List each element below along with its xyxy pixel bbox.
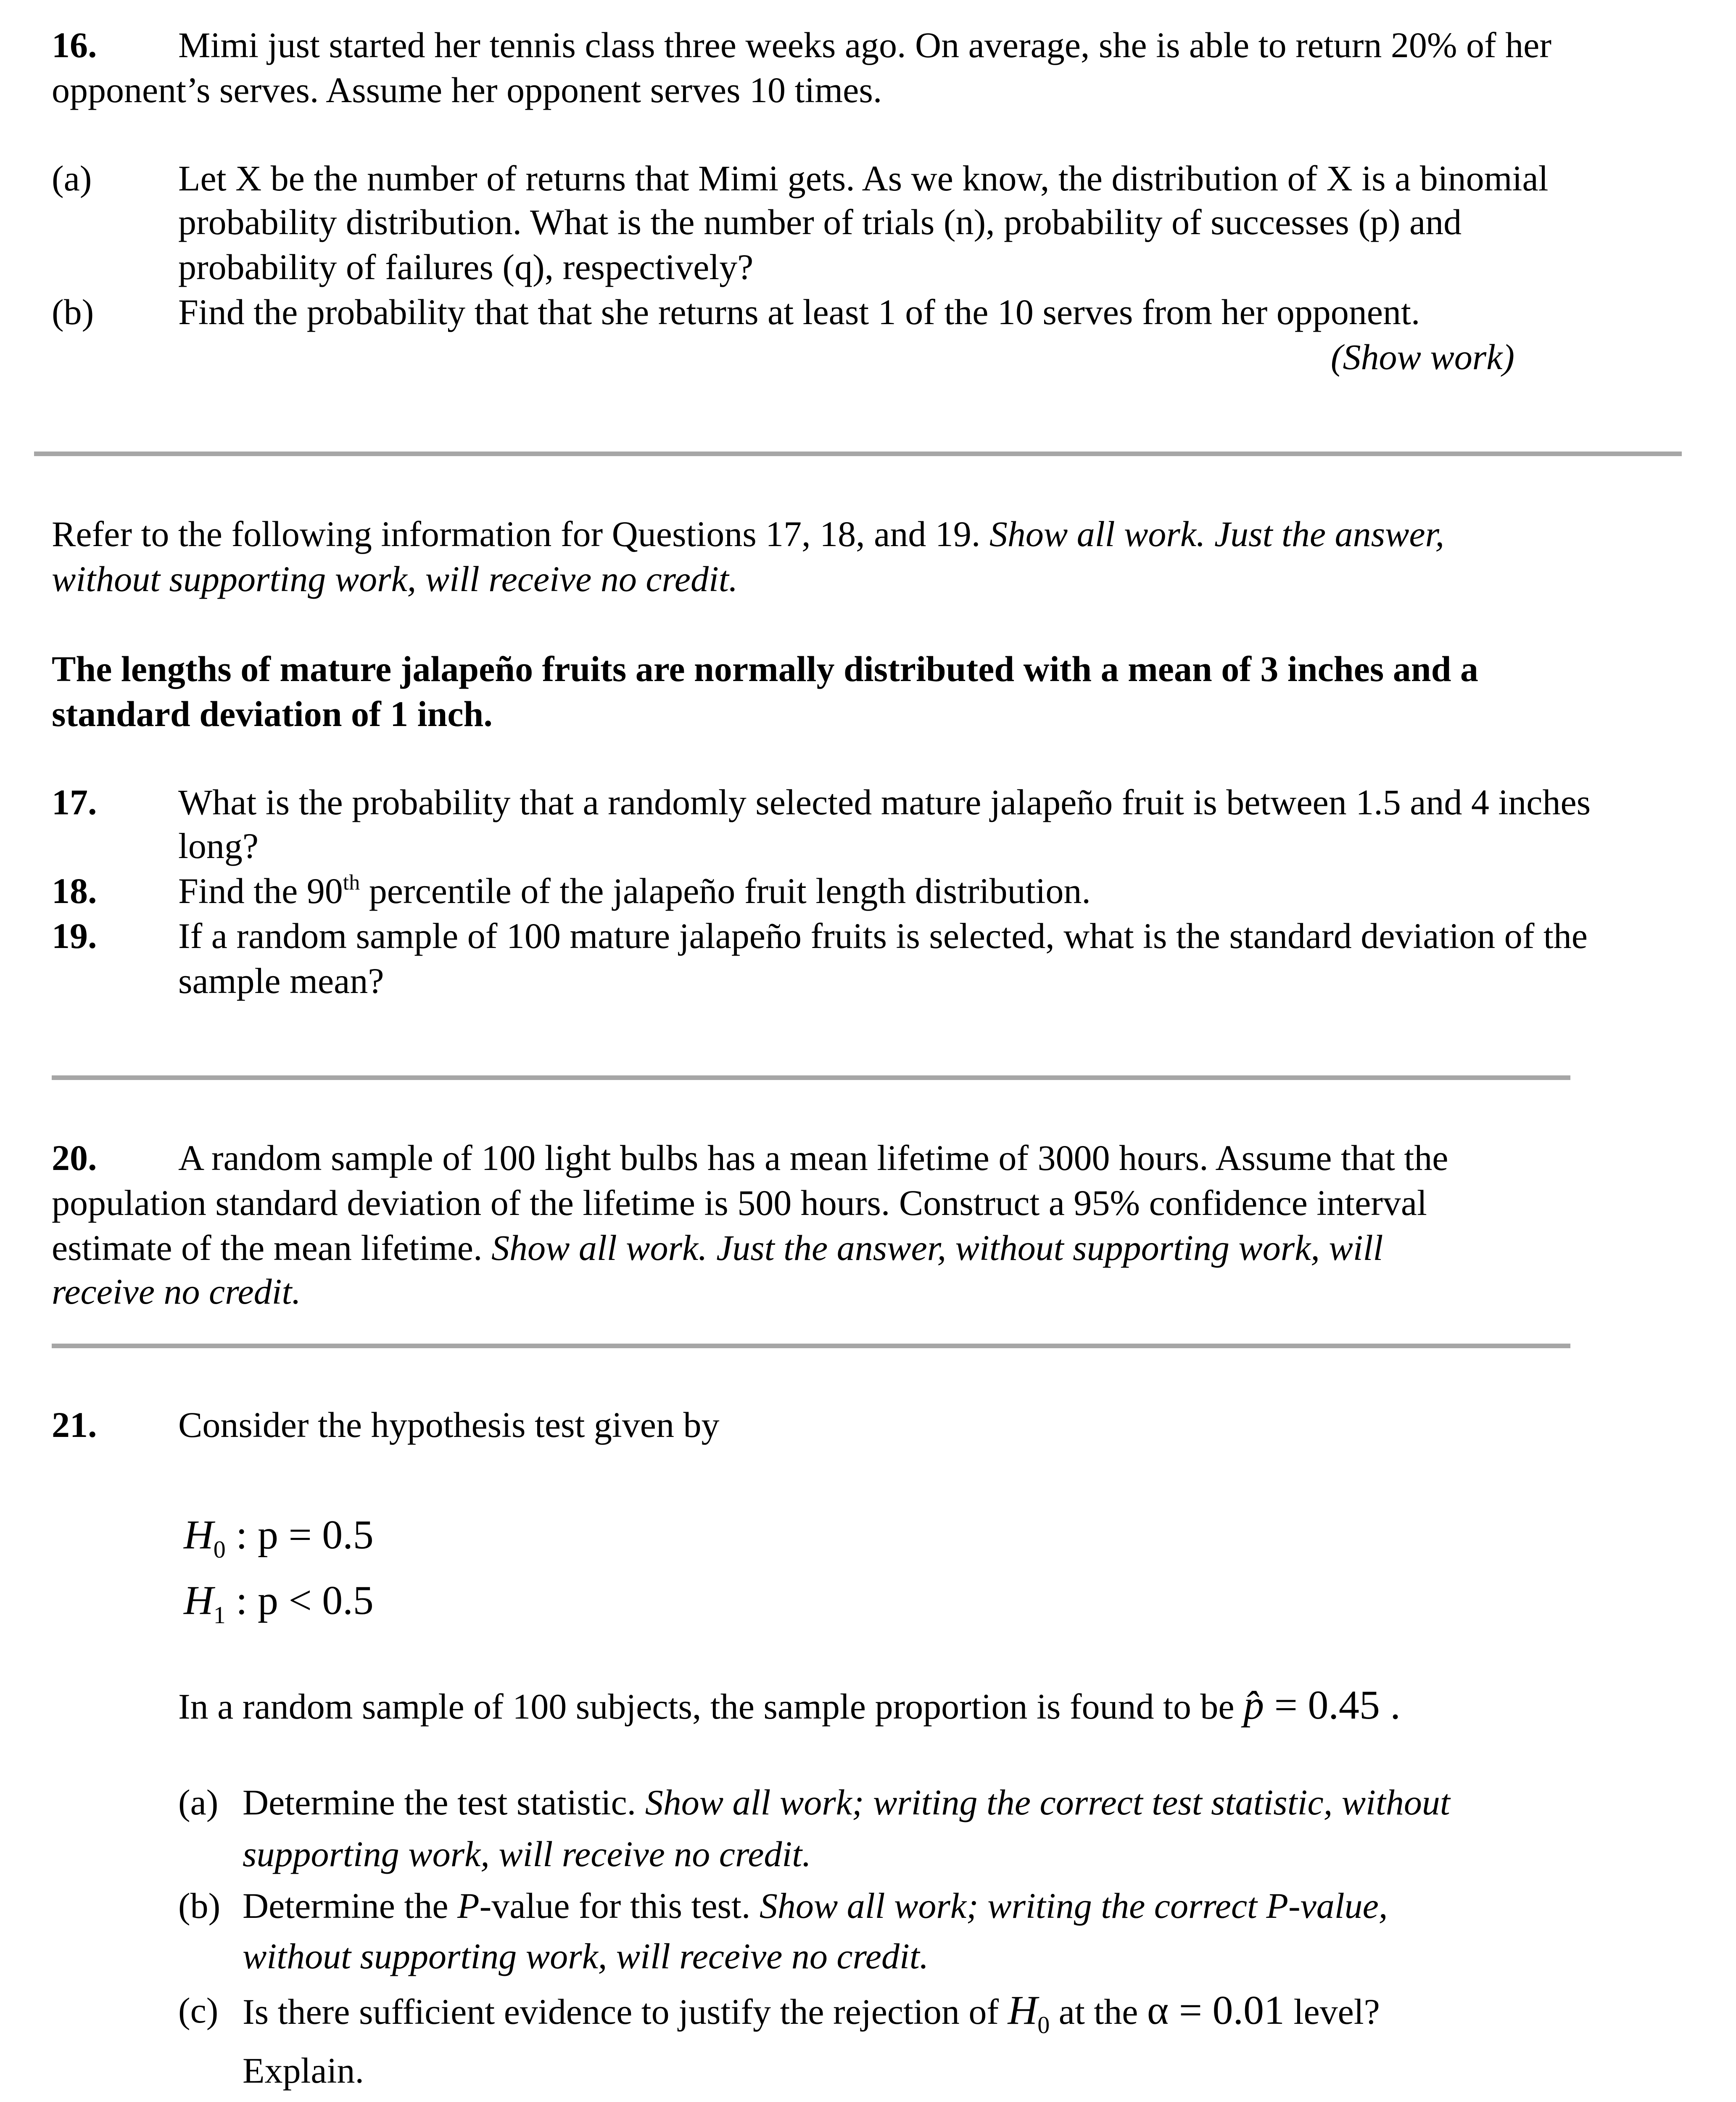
value: = 0.45 . (1264, 1682, 1401, 1728)
part-text (243, 1781, 1450, 1823)
instruction: Refer to the following information for Questions 17, 18, and 19. (52, 514, 989, 554)
part-text: Let X be the number of returns that Mimi gets. As we know, the distribution of X is a binomial (178, 158, 1549, 198)
instruction-italic: Show all work; writing the correct P-value, (759, 1885, 1388, 1926)
text: level? (1285, 1991, 1380, 2032)
instruction-italic: Show all work. Just the answer, without supporting work, will (491, 1228, 1383, 1268)
question-number: 16. (52, 25, 97, 65)
alternative-hypothesis (184, 1579, 374, 1636)
part-text (243, 1885, 1388, 1927)
h-symbol: H (1008, 1988, 1038, 2033)
h-symbol: H (184, 1578, 214, 1623)
question-text: long? (178, 826, 259, 866)
text: Is there sufficient evidence to justify the rejection of (243, 1991, 1008, 2032)
question-text (52, 1227, 1383, 1269)
part-text: probability of failures (q), respectively? (178, 247, 754, 287)
part-label: (b) (178, 1885, 221, 1926)
instruction-italic: supporting work, will receive no credit. (243, 1834, 811, 1874)
equation: : p = 0.5 (225, 1512, 374, 1558)
part-text: Find the probability that that she returns at least 1 of the 10 serves from her opponent. (178, 292, 1420, 332)
text: Determine the (243, 1885, 458, 1926)
text: Find the 90 (178, 871, 343, 911)
question-text: sample mean? (178, 961, 384, 1001)
text: estimate of the mean lifetime. (52, 1228, 491, 1268)
sample-text (178, 1684, 1401, 1727)
question-number: 17. (52, 782, 97, 822)
p-italic: P (457, 1885, 480, 1926)
instruction-text (52, 513, 1444, 555)
divider (34, 452, 1682, 456)
part-text: Explain. (243, 2050, 364, 2091)
question-text: What is the probability that a randomly selected mature jalapeño fruit is between 1.5 and 4 inches (178, 782, 1591, 822)
question-number: 19. (52, 916, 97, 956)
question-number: 21. (52, 1405, 97, 1445)
part-label: (b) (52, 292, 94, 332)
part-text: probability distribution. What is the number of trials (n), probability of successes (p) and (178, 202, 1462, 242)
question-text: opponent’s serves. Assume her opponent serves 10 times. (52, 70, 882, 110)
text: percentile of the jalapeño fruit length distribution. (360, 871, 1091, 911)
question-text (178, 870, 1091, 912)
question-text: If a random sample of 100 mature jalapeño fruits is selected, what is the standard deviation of the (178, 916, 1588, 956)
part-label: (a) (178, 1782, 219, 1822)
question-text: population standard deviation of the lifetime is 500 hours. Construct a 95% confidence interval (52, 1183, 1427, 1223)
part-label: (c) (178, 1990, 219, 2031)
h-symbol: H (184, 1512, 214, 1558)
text: Determine the test statistic. (243, 1782, 645, 1822)
subscript: 1 (213, 1601, 226, 1629)
instruction-italic: receive no credit. (52, 1271, 301, 1312)
p-hat: p̂ (1243, 1682, 1264, 1728)
instruction-italic: Show all work. Just the answer, (989, 514, 1445, 554)
bold-info: The lengths of mature jalapeño fruits are normally distributed with a mean of 3 inches and a (52, 649, 1478, 689)
question-number: 18. (52, 871, 97, 911)
bold-info: standard deviation of 1 inch. (52, 694, 493, 734)
divider (52, 1344, 1570, 1348)
divider (52, 1075, 1570, 1080)
show-work-note: (Show work) (1330, 337, 1514, 377)
instruction-italic: without supporting work, will receive no credit. (52, 559, 738, 599)
part-text (243, 1989, 1380, 2046)
text: In a random sample of 100 subjects, the sample proportion is found to be (178, 1686, 1244, 1727)
subscript: 0 (1037, 2011, 1050, 2039)
equation: : p < 0.5 (225, 1578, 374, 1623)
part-label: (a) (52, 158, 92, 198)
instruction-italic: without supporting work, will receive no credit. (243, 1936, 929, 1976)
question-text: A random sample of 100 light bulbs has a mean lifetime of 3000 hours. Assume that the (178, 1138, 1448, 1178)
subscript: 0 (213, 1536, 226, 1563)
text: at the (1050, 1991, 1147, 2032)
question-number: 20. (52, 1138, 97, 1178)
text: -value for this test. (479, 1885, 760, 1926)
instruction-italic: Show all work; writing the correct test statistic, without (645, 1782, 1450, 1822)
superscript: th (343, 871, 360, 895)
alpha-level: α = 0.01 (1147, 1988, 1285, 2033)
question-text: Mimi just started her tennis class three weeks ago. On average, she is able to return 20% of her (178, 25, 1551, 65)
null-hypothesis (184, 1514, 374, 1571)
question-text: Consider the hypothesis test given by (178, 1405, 720, 1445)
